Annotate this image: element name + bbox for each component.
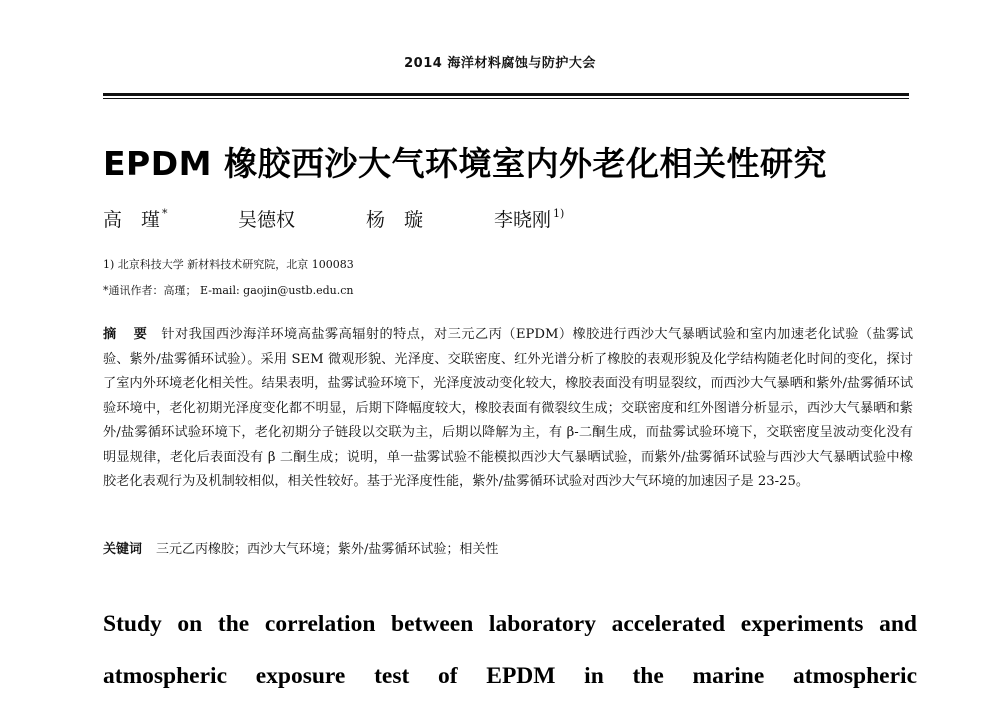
author-name: 李晓刚	[494, 209, 552, 231]
correspondence: *通讯作者：高瑾； E-mail: gaojin@ustb.edu.cn	[103, 284, 354, 297]
author-1	[103, 205, 168, 232]
author-name: 高 瑾	[103, 209, 161, 231]
author-mark: 1)	[553, 207, 565, 220]
english-title-line-2: atmospheric exposure test of EPDM in the marine atmospheric	[103, 663, 917, 689]
author-4	[494, 205, 564, 232]
author-2	[238, 205, 295, 232]
keywords-label: 关键词	[103, 542, 143, 557]
affiliation: 1) 北京科技大学 新材料技术研究院，北京 100083	[103, 258, 354, 271]
author-3	[366, 205, 423, 232]
abstract	[103, 323, 913, 495]
keywords	[103, 539, 913, 561]
paper-title: EPDM 橡胶西沙大气环境室内外老化相关性研究	[103, 144, 827, 183]
abstract-label: 摘 要	[103, 327, 154, 342]
running-head: 2014 海洋材料腐蚀与防护大会	[404, 56, 596, 71]
header-rule-thin	[103, 98, 909, 99]
author-mark: *	[162, 207, 168, 220]
english-title-line-1: Study on the correlation between laboratory accelerated experiments and	[103, 611, 917, 637]
author-name: 杨 璇	[366, 209, 424, 231]
english-title	[103, 598, 917, 702]
abstract-text: 针对我国西沙海洋环境高盐雾高辐射的特点，对三元乙丙（EPDM）橡胶进行西沙大气暴晒试验和室内加速老化试验（盐雾试验、紫外/盐雾循环试验）。采用 SEM 微观形貌、光泽度、交联密度、红外光谱分析了橡胶的表观形貌及化学结构随老化时间的变化，探讨了室内外环境老化相关性。结果表明，盐雾试验环境下，光泽度波动变化较大，橡胶表面没有明显裂纹，而西沙大气暴晒和紫外/盐雾循环试验环境中，老化初期光泽度变化都不明显，后期下降幅度较大，橡胶表面有微裂纹生成；交联密度和红外图谱分析显示，西沙大气暴晒和紫外/盐雾循环试验环境下，老化初期分子链段以交联为主，后期以降解为主，有 β-二酮生成，而盐雾试验环境下，交联密度呈波动变化没有明显规律，老化后表面没有 β 二酮生成；说明，单一盐雾试验不能模拟西沙大气暴晒试验，而紫外/盐雾循环试验与西沙大气暴晒试验中橡胶老化表观行为及机制较相似，相关性较好。基于光泽度性能，紫外/盐雾循环试验对西沙大气环境的加速因子是 23-25。	[103, 327, 914, 489]
author-name: 吴德权	[238, 209, 296, 231]
header-rule-thick	[103, 93, 909, 96]
author-list	[0, 205, 1000, 235]
keywords-text: 三元乙丙橡胶；西沙大气环境；紫外/盐雾循环试验；相关性	[156, 542, 499, 557]
